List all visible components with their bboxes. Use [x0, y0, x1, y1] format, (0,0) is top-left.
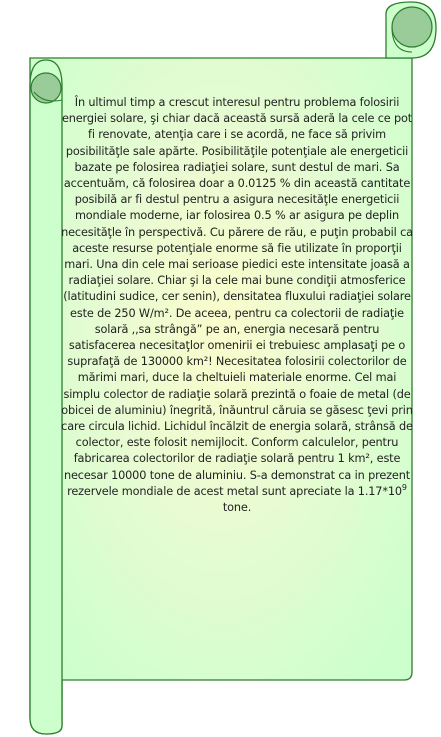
scroll-left-curl [31, 73, 61, 103]
scroll-left-roll [30, 60, 62, 734]
scroll-text-part2: tone. [222, 501, 252, 515]
scroll-text [60, 95, 414, 655]
scroll-top-curl [392, 7, 432, 47]
scroll-text-part1: În ultimul timp a crescut interesul pentru problema folosirii energiei solare, şi chiar dacă această sursă aderă la cele ce pot fi renovate, atenţia care i se acordă, ne face să privim posibilităţle sale apărte. Posibilităţile potenţiale ale energeticii bazate pe folosirea radiaţiei solare, sunt destul de mari. Sa accentuăm, că folosirea doar a 0.0125 % din această cantitate posibilă ar fi destul pentru a asigura necesităţle energeticii mondiale moderne, iar folosirea 0.5 % ar asigura pe deplin necesităţle în perspectivă. Cu părere de rău, e puţin probabil ca aceste resurse potenţiale enorme să fie utilizate în proporţii mari. Una din cele mai serioase piedici este intensitate joasă a radiaţiei solare. Chiar şi la cele mai bune condiţii atmosferice (latitudini sudice, cer senin), densitatea fluxului radiaţiei solare este de 250 W/m². De aceea, pentru ca colectorii de radiaţie solară ,,sa strângă” pe an, energia necesară pentru satisfacerea necesitaţlor omenirii ei trebuiesc amplasaţi pe o suprafaţă de 130000 km²! Necesitatea folosirii colectorilor de mărimi mari, duce la cheltuieli materiale enorme. Cel mai simplu colector de radiaţie solară prezintă o foaie de metal (de obicei de aluminiu) înegrită, înăuntrul căruia se găsesc ţevi prin care circula lichid. Lichidul încălzit de energia solară, strânsă de colector, este folosit nemijlocit. Conform calculelor, pentru fabricarea colectorilor de radiaţie solară pentru 1 km², este necesar 10000 tone de aluminiu. S-a demonstrat ca in prezent rezervele mondiale de acest metal sunt apreciate la 1.17*10 [61, 96, 413, 498]
scroll-text-exponent: 9 [401, 483, 407, 493]
